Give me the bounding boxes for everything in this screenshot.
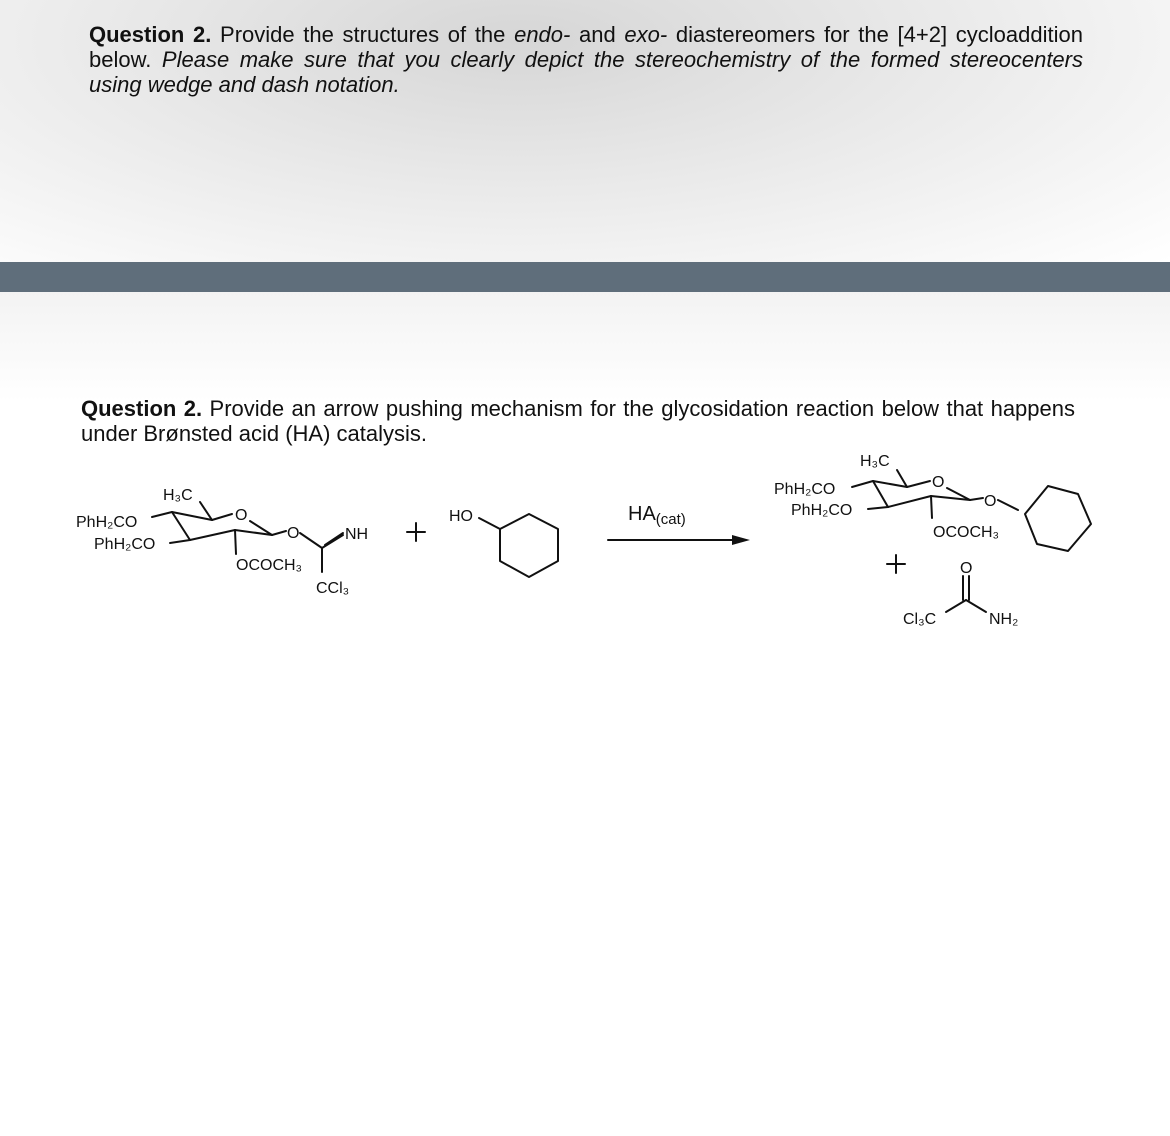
question2-body: Provide an arrow pushing mechanism for the glycosidation reaction below that happens under Brønsted acid (HA) catalysis. <box>81 396 1075 446</box>
product-ester-label-2: PhH₂CO <box>791 502 853 519</box>
question1-and: and <box>579 22 616 47</box>
plus-sign-1 <box>407 523 425 541</box>
reactant-ring-oxygen: O <box>235 507 248 524</box>
trichloroacetamide-bonds <box>946 576 986 612</box>
reaction-arrow-head <box>732 535 750 545</box>
catalyst-main: HA <box>628 503 656 525</box>
question1-text-b: diastereomers for the [4+2] cycloaddition below. <box>89 22 1083 72</box>
question1-italic-note: Please make sure that you clearly depict the stereochemistry of the formed stereocenters using wedge and dash notation. <box>89 47 1083 97</box>
question2-number: Question 2. <box>81 396 203 421</box>
reactant-imine-label: NH <box>345 526 369 543</box>
product-ring-oxygen: O <box>932 474 945 491</box>
question1-number: Question 2. <box>89 22 212 47</box>
cyclohexanol-bonds <box>479 514 558 577</box>
byproduct-carbonyl-oxygen: O <box>960 560 973 577</box>
byproduct-cl3c-label: Cl₃C <box>903 611 937 628</box>
byproduct-nh2-label: NH₂ <box>989 611 1019 628</box>
question1-text-a: Provide the structures of the <box>220 22 506 47</box>
reactant-acetate-label: OCOCH₃ <box>236 557 303 574</box>
catalyst-subscript: (cat) <box>655 511 686 528</box>
reactant-anomeric-oxygen: O <box>287 525 300 542</box>
reactant-ester-label-2: PhH₂CO <box>94 536 156 553</box>
alcohol-ho-label: HO <box>449 508 473 525</box>
question1-exo: exo- <box>624 22 668 47</box>
product-ester-label-1: PhH₂CO <box>774 481 836 498</box>
plus-sign-2 <box>887 555 905 573</box>
product-acetate-label: OCOCH₃ <box>933 524 1000 541</box>
product-glycosidic-oxygen: O <box>984 493 997 510</box>
catalyst-label <box>628 503 686 528</box>
reactant-ccl3-label: CCl₃ <box>316 580 350 597</box>
reactant-methyl-label: H₃C <box>163 487 193 504</box>
question1-endo: endo- <box>514 22 571 47</box>
product-methyl-label: H₃C <box>860 453 890 470</box>
reactant-ester-label-1: PhH₂CO <box>76 514 138 531</box>
